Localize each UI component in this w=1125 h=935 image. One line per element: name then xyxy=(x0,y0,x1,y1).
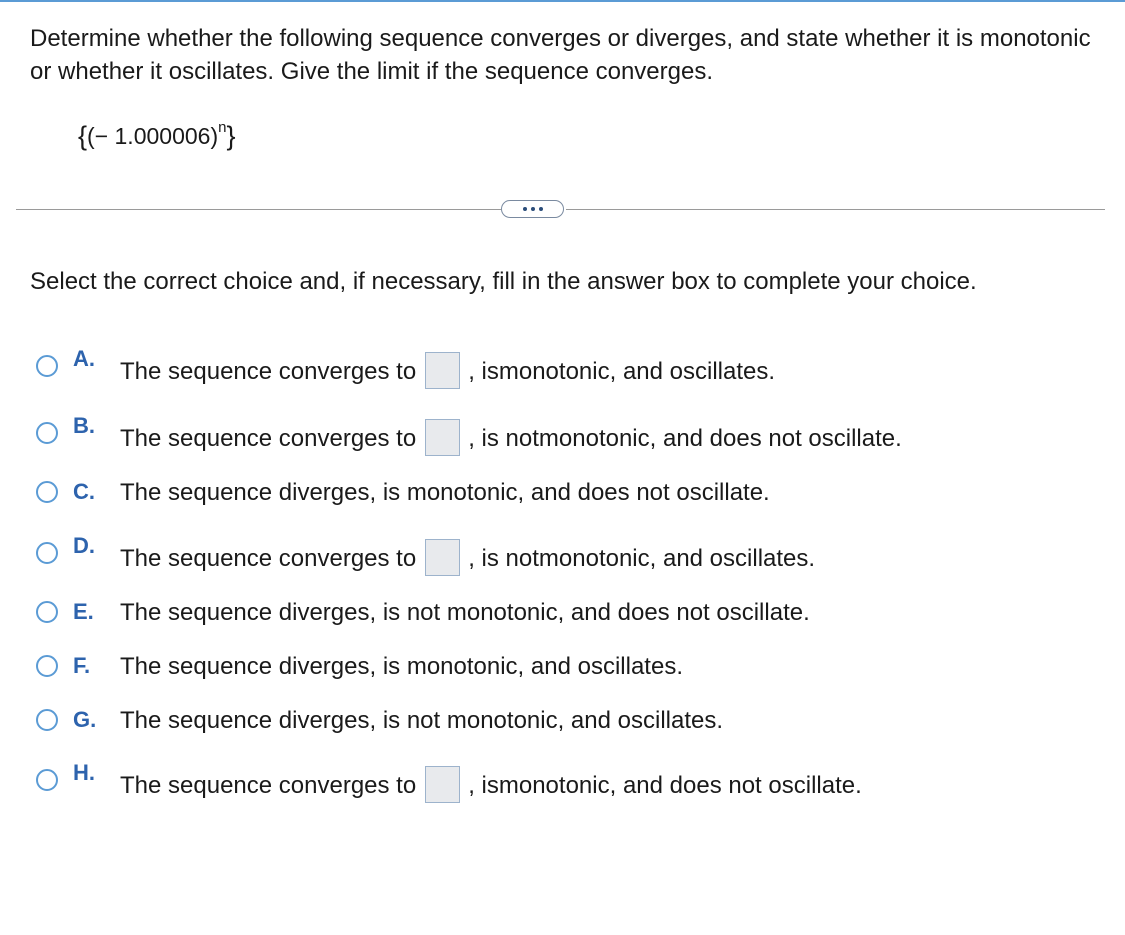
answer-box-h[interactable] xyxy=(425,766,460,803)
open-brace: { xyxy=(78,121,88,151)
choice-b[interactable] xyxy=(36,413,902,453)
choice-letter: C. xyxy=(73,479,95,504)
radio-button-d[interactable] xyxy=(36,542,58,564)
answer-box-a[interactable] xyxy=(425,352,460,389)
choice-f[interactable] xyxy=(36,646,683,686)
choice-prefix: The sequence converges to xyxy=(120,544,417,572)
dot-icon xyxy=(539,207,543,211)
choice-prefix: The sequence converges to xyxy=(120,771,417,799)
radio-button-a[interactable] xyxy=(36,355,58,377)
choice-prefix: The sequence converges to xyxy=(120,424,417,452)
choice-letter: H. xyxy=(73,760,95,785)
expression-base: (− 1.000006) xyxy=(87,123,219,149)
choice-suffix: , is notmonotonic, and oscillates. xyxy=(468,544,816,572)
choice-c[interactable] xyxy=(36,472,770,512)
choice-g[interactable] xyxy=(36,700,724,740)
choice-text: The sequence diverges, is monotonic, and does not oscillate. xyxy=(120,479,770,506)
more-options-button[interactable] xyxy=(501,200,564,218)
sequence-expression xyxy=(78,120,235,151)
choice-text xyxy=(120,353,775,390)
top-border xyxy=(0,0,1125,2)
choice-a[interactable] xyxy=(36,346,776,386)
divider-left xyxy=(16,209,501,210)
choice-text xyxy=(120,767,862,804)
choice-e[interactable] xyxy=(36,592,810,632)
expression-exponent: n xyxy=(218,119,227,137)
choice-letter: G. xyxy=(73,707,97,732)
choice-text xyxy=(120,420,902,457)
choice-suffix: , ismonotonic, and does not oscillate. xyxy=(468,771,862,799)
choice-letter: A. xyxy=(73,346,95,371)
radio-button-f[interactable] xyxy=(36,655,58,677)
radio-button-e[interactable] xyxy=(36,601,58,623)
choice-letter: B. xyxy=(73,413,95,438)
choice-text xyxy=(120,540,815,577)
radio-button-h[interactable] xyxy=(36,769,58,791)
choice-text: The sequence diverges, is not monotonic, and does not oscillate. xyxy=(120,599,810,626)
answer-box-b[interactable] xyxy=(425,419,460,456)
instruction-text: Select the correct choice and, if necessary, fill in the answer box to complete your choice. xyxy=(30,268,977,295)
divider-right xyxy=(566,209,1105,210)
choice-letter: E. xyxy=(73,599,94,624)
choice-text: The sequence diverges, is monotonic, and oscillates. xyxy=(120,653,683,680)
radio-button-g[interactable] xyxy=(36,709,58,731)
question-text: Determine whether the following sequence converges or diverges, and state whether it is monotonic or whether it oscillates. Give the limit if the sequence converges. xyxy=(30,25,1091,85)
choice-h[interactable] xyxy=(36,760,862,800)
radio-button-b[interactable] xyxy=(36,422,58,444)
choice-d[interactable] xyxy=(36,533,816,573)
choice-text: The sequence diverges, is not monotonic, and oscillates. xyxy=(120,707,724,734)
choice-letter: F. xyxy=(73,653,91,678)
choice-letter: D. xyxy=(73,533,95,558)
choice-prefix: The sequence converges to xyxy=(120,357,417,385)
choice-suffix: , ismonotonic, and oscillates. xyxy=(468,357,776,385)
dot-icon xyxy=(531,207,535,211)
dot-icon xyxy=(523,207,527,211)
radio-button-c[interactable] xyxy=(36,481,58,503)
choice-suffix: , is notmonotonic, and does not oscillate. xyxy=(468,424,902,452)
answer-box-d[interactable] xyxy=(425,539,460,576)
close-brace: } xyxy=(226,121,236,151)
